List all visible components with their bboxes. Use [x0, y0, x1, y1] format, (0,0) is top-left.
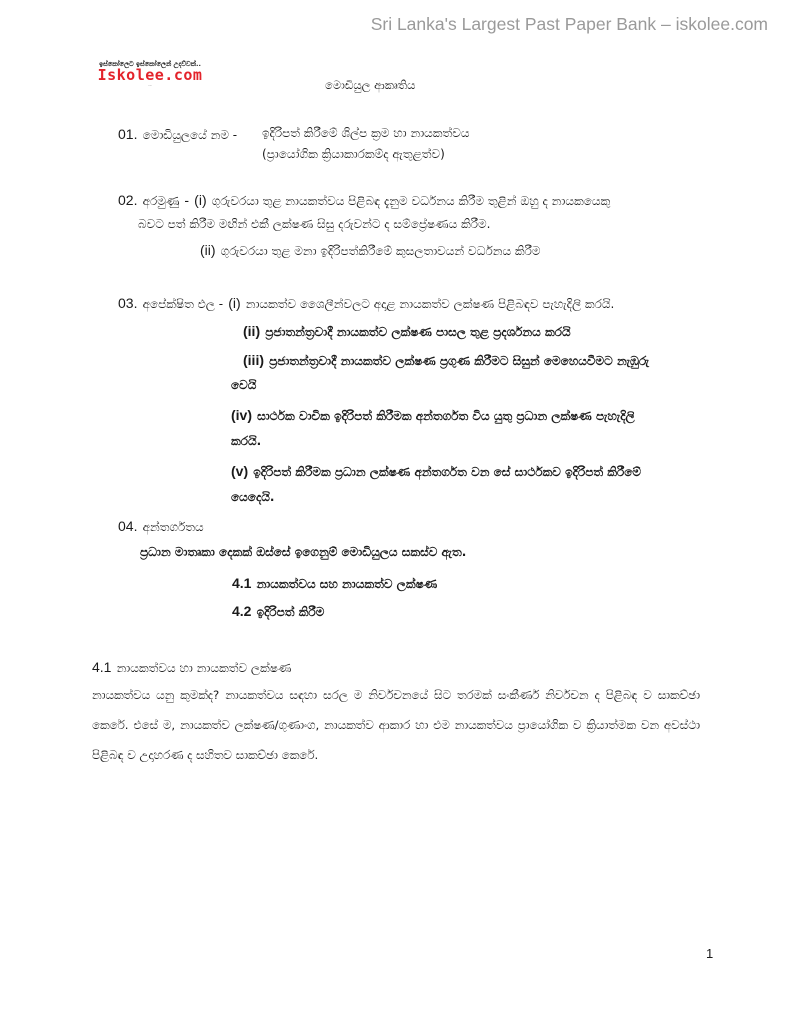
item-marker: (ii) — [200, 242, 216, 258]
outcome-3-line1: ප්‍රජාතන්ත්‍රවාදී නායකත්ව ලක්ෂණ ප්‍රගුණ කිරීමට සිසුන් මෙහෙයවීමට නැඹුරු — [269, 354, 649, 368]
section-number: 03. — [118, 295, 138, 311]
section-01-heading — [118, 124, 237, 143]
section-number: 01. — [118, 126, 138, 142]
outcome-3-line2: වෙයි — [231, 378, 257, 392]
logo-tagline-bottom: ... — [148, 83, 152, 87]
dash: - — [184, 192, 190, 208]
module-name-line2: (ප්‍රායෝගික ක්‍රියාකාරකම්ද ඇතුළත්ව) — [262, 147, 445, 161]
outcome-5 — [231, 461, 641, 480]
topic-text: නායකත්වය සහ නායකත්ව ලක්ෂණ — [256, 577, 438, 591]
item-marker: (iv) — [231, 407, 252, 423]
outcome-3 — [243, 350, 649, 369]
item-marker: (v) — [231, 463, 249, 479]
section-number: 04. — [118, 518, 138, 534]
topic-4-1 — [232, 573, 437, 592]
subsection-title: නායකත්වය හා නායකත්ව ලක්ෂණ — [116, 661, 292, 675]
item-marker: (iii) — [243, 352, 264, 368]
item-marker: (i) — [194, 192, 207, 208]
objective-2-text: ගුරුවරයා තුළ මනා ඉදිරිපත්කිරීමේ කුසලතාවයන් වර්ධනය කිරීම — [220, 244, 541, 258]
item-marker: (i) — [228, 295, 241, 311]
objective-2 — [200, 240, 541, 259]
iskolee-logo — [80, 60, 220, 88]
outcome-4-line1: සාර්ථක වාචික ඉදිරිපත් කිරීමක අන්තර්ගත විය යුතු ප්‍රධාන ලක්ෂණ පැහැදිලි — [257, 409, 635, 423]
section-04-heading — [118, 516, 204, 535]
outcome-1-text: නායකත්ව ශෛලීන්වලට අදාළ නායකත්ව ලක්ෂණ පිළිබඳව පැහැදිලි කරයි. — [245, 297, 615, 311]
logo-brand: Iskolee.com — [97, 66, 203, 84]
content-intro: ප්‍රධාන මාතෘකා දෙකක් ඔස්සේ ඉගෙනුම් මොඩියුලය සකස්ව ඇත. — [140, 545, 467, 559]
section-02-heading — [118, 190, 610, 209]
outcome-2 — [243, 321, 571, 340]
outcome-4-line2: කරයි. — [231, 434, 262, 448]
topic-number: 4.2 — [232, 603, 252, 619]
objective-1-line1: ගුරුවරයා තුළ නායකත්වය පිළිබඳ දැනුම වර්ධනය කිරීම තුළින් ඔහු ද නායකයෙකු — [211, 194, 611, 208]
section-label: මොඩියුලයේ නම - — [142, 128, 238, 142]
subsection-number: 4.1 — [92, 659, 112, 675]
logo-tagline-top: ඉස්කෝලෙට ඉස්කෝලෙන් උදව්වක්.. — [99, 60, 201, 68]
subsection-paragraph: නායකත්වය යනු කුමක්ද? නායකත්වය සඳහා සරල ම නිර්වචනයේ සිට තරමක් සංකීර්ණ නිර්වචන ද පිළිබඳ ව සාකච්ඡා කෙරේ. එසේ ම, නායකත්ව ලක්ෂණ/ගුණාංග, නායකත්ව ආකාර හා එම නායකත්වය ප්‍රායෝගික ව ක්‍රියාත්මක වන අවස්ථා පිළිබඳ ව උදාහරණ ද සහිතව සාකච්ඡා කෙරේ. — [92, 688, 700, 762]
section-label: අන්තර්ගතය — [142, 520, 204, 534]
page-number: 1 — [706, 946, 714, 961]
section-03-heading — [118, 293, 614, 312]
outcome-5-line1: ඉදිරිපත් කිරීමක ප්‍රධාන ලක්ෂණ අන්තර්ගත වන සේ සාර්ථකව ඉදිරිපත් කිරීමේ — [253, 465, 642, 479]
subsection-heading — [92, 657, 291, 676]
section-number: 02. — [118, 192, 138, 208]
topic-number: 4.1 — [232, 575, 252, 591]
outcome-4 — [231, 405, 635, 424]
outcome-2-text: ප්‍රජාතන්ත්‍රවාදී නායකත්ව ලක්ෂණ පාසල තුළ ප්‍රදර්ශනය කරයි — [265, 325, 571, 339]
header-watermark: Sri Lanka's Largest Past Paper Bank – iskolee.com — [370, 14, 768, 34]
topic-4-2 — [232, 601, 324, 620]
module-name-line1: ඉදිරිපත් කිරීමේ ශිල්ප ක්‍රම හා නායකත්වය — [262, 126, 470, 140]
outcome-5-line2: යෙදෙයි. — [231, 490, 275, 504]
objective-1-line2: බවට පත් කිරීම මඟින් එකී ලක්ෂණ සිසු දරුවන්ට ද සම්ප්‍රේෂණය කිරීම. — [138, 217, 491, 231]
item-marker: (ii) — [243, 323, 261, 339]
section-label: අපේක්ෂිත ඵල - — [142, 297, 224, 311]
page-title: මොඩියුල ආකෘතිය — [325, 78, 416, 92]
topic-text: ඉදිරිපත් කිරීම — [256, 605, 325, 619]
section-label: අරමුණු — [142, 194, 180, 208]
